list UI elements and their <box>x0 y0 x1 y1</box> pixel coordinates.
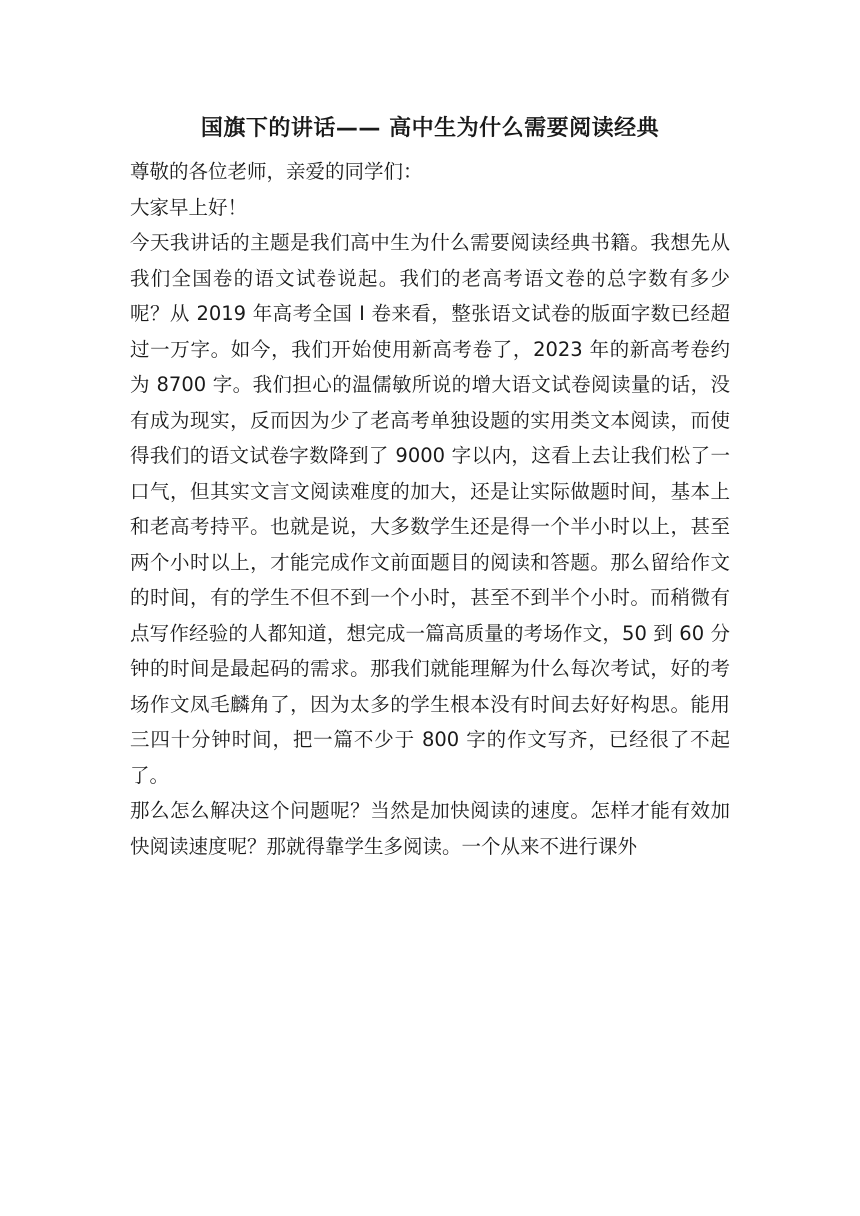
body-paragraph: 那么怎么解决这个问题呢？当然是加快阅读的速度。怎样才能有效加快阅读速度呢？那就得靠学生多阅读。一个从来不进行课外 <box>130 799 730 858</box>
greeting-paragraph: 大家早上好！ <box>130 195 248 219</box>
body-paragraph: 今天我讲话的主题是我们高中生为什么需要阅读经典书籍。我想先从我们全国卷的语文试卷说起。我们的老高考语文卷的总字数有多少呢？从 2019 年高考全国 I 卷来看，整张语文试卷的版面字数已经超过一万字。如今，我们开始使用新高考卷了，2023 年的新高考卷约为 8700 字。我们担心的温儒敏所说的增大语文试卷阅读量的话，没有成为现实，反而因为少了老高考单独设题的实用类文本阅读，而使得我们的语文试卷字数降到了 9000 字以内，这看上去让我们松了一口气，但其实文言文阅读难度的加大，还是让实际做题时间，基本上和老高考持平。也就是说，大多数学生还是得一个半小时以上，甚至两个小时以上，才能完成作文前面题目的阅读和答题。那么留给作文的时间，有的学生不但不到一个小时，甚至不到半个小时。而稍微有点写作经验的人都知道，想完成一篇高质量的考场作文，50 到 60 分钟的时间是最起码的需求。那我们就能理解为什么每次考试，好的考场作文凤毛麟角了，因为太多的学生根本没有时间去好好构思。能用三四十分钟时间，把一篇不少于 800 字的作文写齐，已经很了不起了。 <box>130 231 730 787</box>
document-title: 国旗下的讲话—— 高中生为什么需要阅读经典 <box>200 116 660 141</box>
document-body <box>130 112 730 864</box>
salutation-paragraph: 尊敬的各位老师，亲爱的同学们： <box>130 160 423 183</box>
